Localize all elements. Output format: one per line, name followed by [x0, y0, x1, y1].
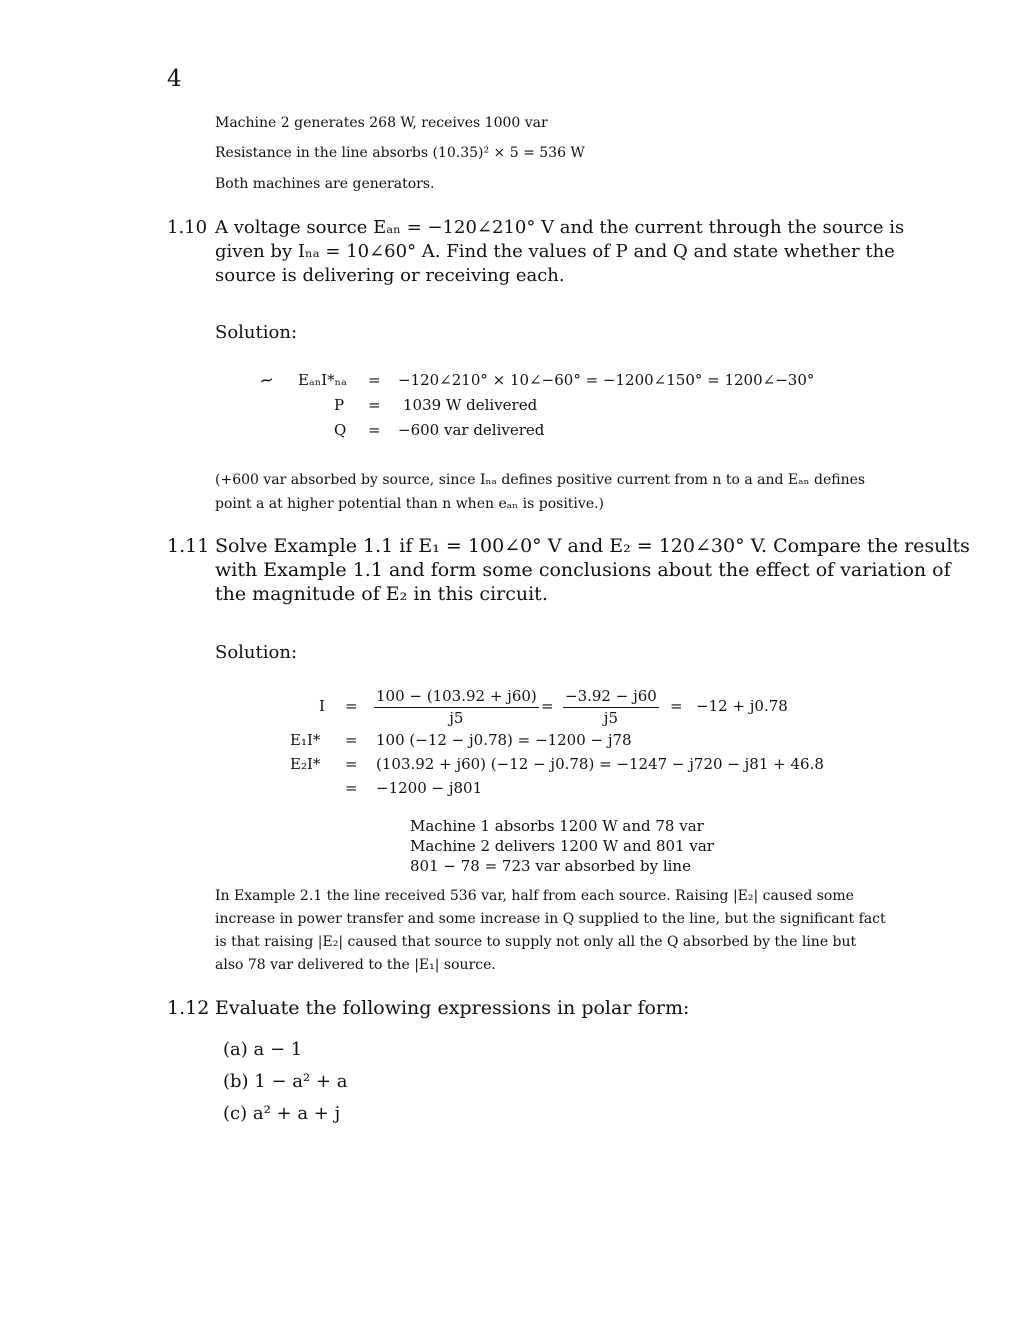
- eq-i-equals-1: =: [345, 697, 358, 715]
- eq-i-rhs: −12 + j0.78: [696, 697, 788, 715]
- note-line-1: (+600 var absorbed by source, since Iₙₐ defines positive current from n to a and Eₐₙ defines: [215, 472, 866, 488]
- result-line: 801 − 78 = 723 var absorbed by line: [410, 857, 691, 875]
- top-note-line-1: Machine 2 generates 268 W, receives 1000 var: [215, 115, 548, 131]
- eq-e2b-equals: =: [345, 779, 358, 797]
- handwritten-mark: ~: [257, 368, 276, 393]
- eq3-rhs: −600 var delivered: [398, 421, 545, 439]
- eq-i-equals-3: =: [670, 697, 683, 715]
- item-a: (a) a − 1: [223, 1039, 303, 1060]
- problem-1-11-number: 1.11: [167, 535, 210, 557]
- eq-e2-lhs: E₂I*: [290, 755, 321, 773]
- note-line-2: point a at higher potential than n when eₐₙ is positive.): [215, 496, 605, 512]
- eq-e1-equals: =: [345, 731, 358, 749]
- problem-1-10-line-2: given by Iₙₐ = 10∠60° A. Find the values of P and Q and state whether the: [215, 241, 895, 262]
- page-number: 4: [167, 66, 182, 92]
- eq-e2b-rhs: −1200 − j801: [376, 779, 483, 797]
- eq2-lhs: P: [334, 396, 345, 414]
- eq3-lhs: Q: [334, 421, 347, 439]
- eq-i-fraction-1-numerator: 100 − (103.92 + j60): [374, 687, 539, 708]
- problem-1-11-solution-label: Solution:: [215, 642, 298, 663]
- problem-1-10-line-3: source is delivering or receiving each.: [215, 265, 565, 286]
- problem-1-11-line-3: the magnitude of E₂ in this circuit.: [215, 583, 548, 605]
- eq-i-fraction-2-denominator: j5: [603, 709, 618, 727]
- paragraph-line-1: In Example 2.1 the line received 536 var, half from each source. Raising |E₂| caused some: [215, 888, 854, 904]
- problem-1-12-number: 1.12: [167, 997, 210, 1019]
- eq-i-fraction-1: [374, 687, 539, 727]
- problem-1-12-line-1: Evaluate the following expressions in polar form:: [215, 997, 690, 1019]
- eq-i-fraction-2: [563, 687, 659, 727]
- paragraph-line-3: is that raising |E₂| caused that source to supply not only all the Q absorbed by the line but: [215, 934, 857, 950]
- eq-i-fraction-2-numerator: −3.92 − j60: [563, 687, 659, 708]
- eq-e2-equals: =: [345, 755, 358, 773]
- eq1-lhs: EₐₙI*ₙₐ: [298, 371, 347, 389]
- problem-1-10-number: 1.10: [167, 217, 208, 238]
- eq1-equals: =: [368, 371, 381, 389]
- eq2-rhs: 1039 W delivered: [403, 396, 538, 414]
- eq-i-equals-2: =: [541, 697, 554, 715]
- item-b: (b) 1 − a² + a: [223, 1071, 348, 1092]
- top-note-line-3: Both machines are generators.: [215, 176, 435, 192]
- result-machine-2: Machine 2 delivers 1200 W and 801 var: [410, 837, 714, 855]
- eq-e1-rhs: 100 (−12 − j0.78) = −1200 − j78: [376, 731, 632, 749]
- paragraph-line-2: increase in power transfer and some increase in Q supplied to the line, but the significant fact: [215, 911, 886, 927]
- eq-i-lhs: I: [319, 697, 325, 715]
- eq-i-fraction-1-denominator: j5: [449, 709, 464, 727]
- problem-1-11-line-1: Solve Example 1.1 if E₁ = 100∠0° V and E₂ = 120∠30° V. Compare the results: [215, 535, 970, 557]
- result-machine-1: Machine 1 absorbs 1200 W and 78 var: [410, 817, 704, 835]
- problem-1-10-line-1: A voltage source Eₐₙ = −120∠210° V and the current through the source is: [215, 217, 905, 238]
- eq-e2-rhs: (103.92 + j60) (−12 − j0.78) = −1247 − j720 − j81 + 46.8: [376, 755, 824, 773]
- eq2-equals: =: [368, 396, 381, 414]
- item-c: (c) a² + a + j: [223, 1103, 341, 1124]
- top-note-line-2: Resistance in the line absorbs (10.35)² × 5 = 536 W: [215, 145, 585, 161]
- paragraph-line-4: also 78 var delivered to the |E₁| source.: [215, 957, 496, 973]
- eq1-rhs: −120∠210° × 10∠−60° = −1200∠150° = 1200∠−30°: [398, 371, 815, 389]
- problem-1-10-solution-label: Solution:: [215, 322, 298, 343]
- problem-1-11-line-2: with Example 1.1 and form some conclusions about the effect of variation of: [215, 559, 951, 581]
- eq-e1-lhs: E₁I*: [290, 731, 321, 749]
- eq3-equals: =: [368, 421, 381, 439]
